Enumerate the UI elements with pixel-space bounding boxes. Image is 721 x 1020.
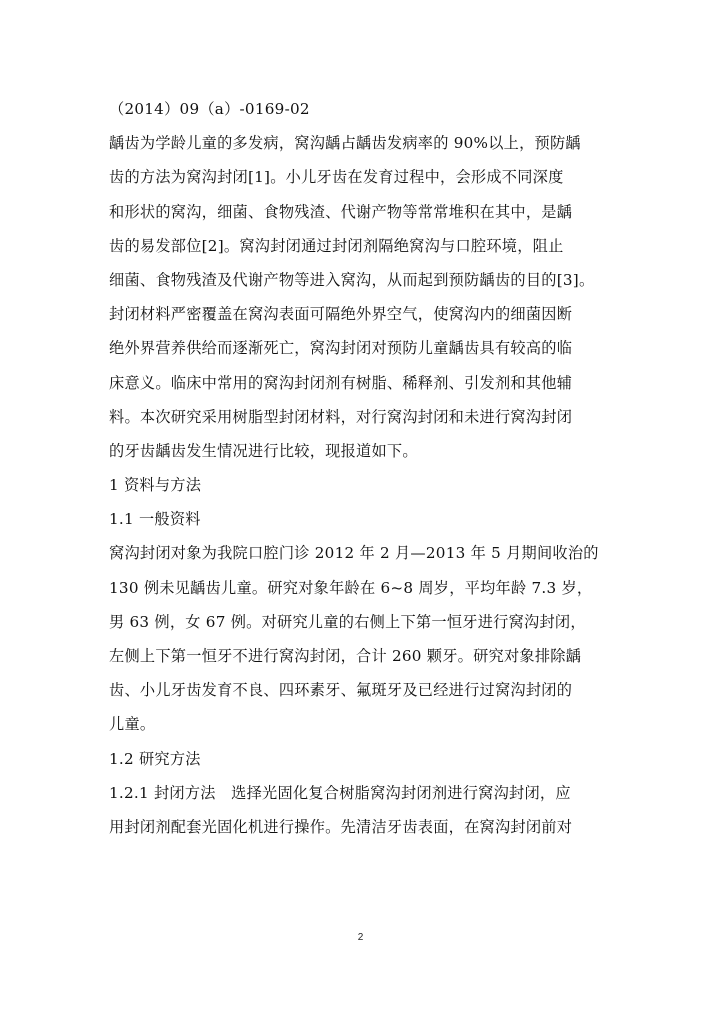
text-line: 窝沟封闭对象为我院口腔门诊 2012 年 2 月—2013 年 5 月期间收治的 — [109, 544, 599, 563]
text-line: 封闭材料严密覆盖在窝沟表面可隔绝外界空气，使窝沟内的细菌因断 — [109, 305, 573, 324]
page-number: 2 — [357, 932, 364, 943]
text-line: 左侧上下第一恒牙不进行窝沟封闭，合计 260 颗牙。研究对象排除龋 — [109, 647, 582, 665]
text-line: 的牙齿龋齿发生情况进行比较，现报道如下。 — [109, 441, 418, 460]
subsection-heading: 1.2 研究方法 — [109, 749, 201, 768]
text-line: 1.2.1 封闭方法 选择光固化复合树脂窝沟封闭剂进行窝沟封闭，应 — [109, 783, 571, 802]
text-line: 130 例未见龋齿儿童。研究对象年龄在 6~8 周岁，平均年龄 7.3 岁， — [109, 578, 593, 597]
text-line: 用封闭剂配套光固化机进行操作。先清洁牙齿表面，在窝沟封闭前对 — [109, 817, 573, 836]
section-heading: 1 资料与方法 — [109, 476, 202, 495]
text-line: 龋齿为学龄儿童的多发病，窝沟龋占龋齿发病率的 90%以上，预防龋 — [109, 134, 581, 153]
text-line: 齿的易发部位[2]。窝沟封闭通过封闭剂隔绝窝沟与口腔环境，阻止 — [109, 236, 564, 255]
text-line-header-code: （2014）09（a）-0169-02 — [109, 100, 310, 118]
text-line: 儿童。 — [109, 715, 156, 734]
text-line: 细菌、食物残渣及代谢产物等进入窝沟，从而起到预防龋齿的目的[3]。 — [109, 270, 595, 289]
text-line: 绝外界营养供给而逐渐死亡，窝沟封闭对预防儿童龋齿具有较高的临 — [109, 339, 573, 358]
subsection-heading: 1.1 一般资料 — [109, 510, 201, 529]
text-line: 床意义。临床中常用的窝沟封闭剂有树脂、稀释剂、引发剂和其他辅 — [109, 373, 573, 392]
text-line: 和形状的窝沟，细菌、食物残渣、代谢产物等常常堆积在其中，是龋 — [109, 202, 573, 221]
body-text — [109, 92, 614, 844]
text-line: 齿、小儿牙齿发育不良、四环素牙、氟斑牙及已经进行过窝沟封闭的 — [109, 681, 573, 700]
text-line: 齿的方法为窝沟封闭[1]。小儿牙齿在发育过程中，会形成不同深度 — [109, 168, 564, 187]
text-line: 男 63 例，女 67 例。对研究儿童的右侧上下第一恒牙进行窝沟封闭， — [109, 612, 586, 631]
text-line: 料。本次研究采用树脂型封闭材料，对行窝沟封闭和未进行窝沟封闭 — [109, 407, 573, 426]
